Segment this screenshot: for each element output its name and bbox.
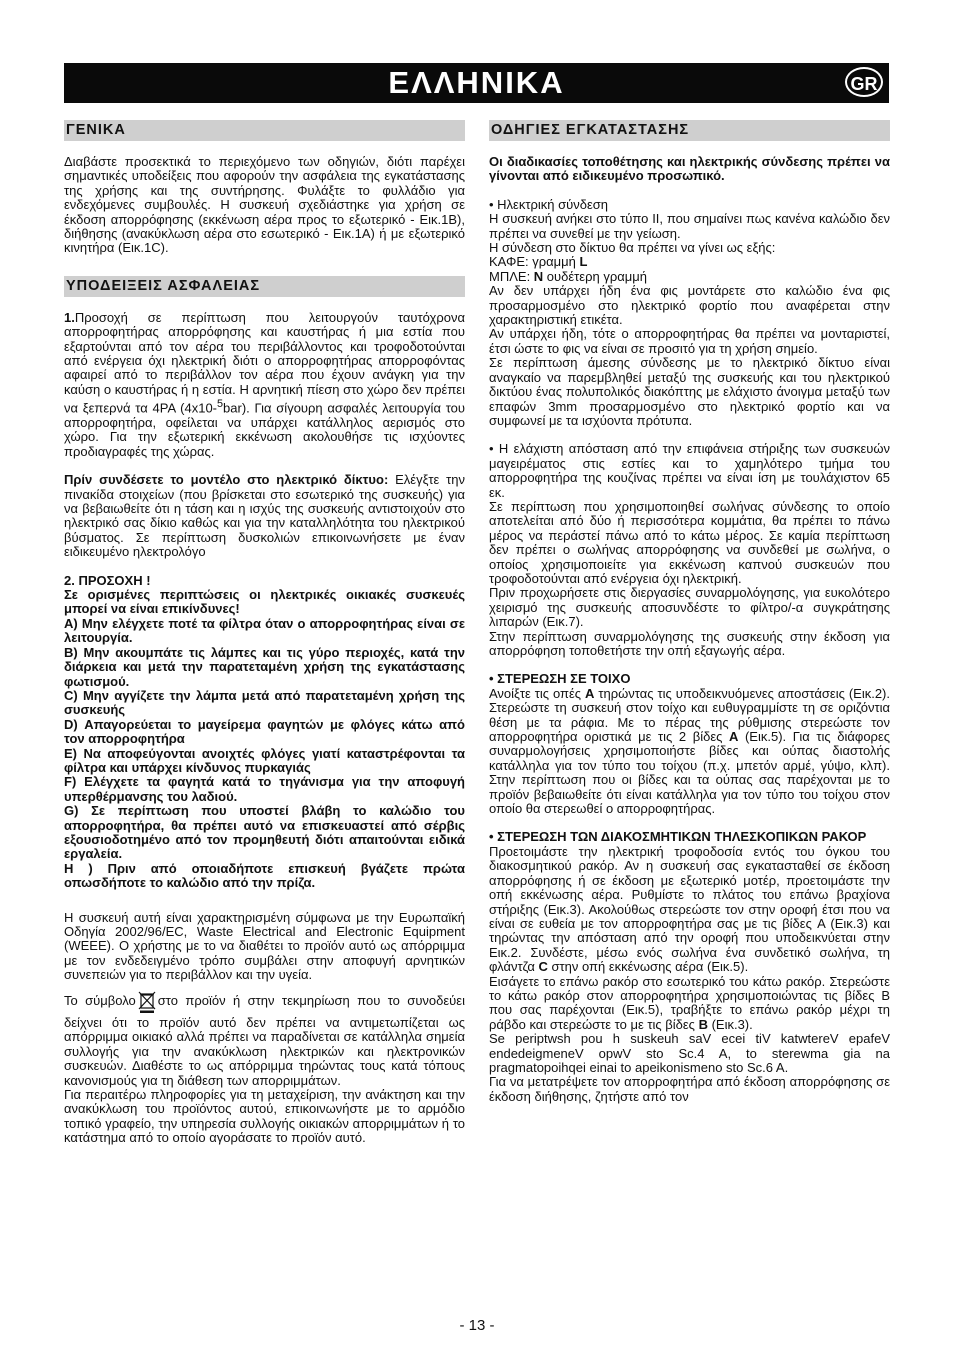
extraction-paragraph: Στην περίπτωση συναρμολόγησης της συσκευής στην έκδοση για απορρόφηση τοποθετήστε την οπή εξαγωγής αέρα. [489,628,890,658]
warning-intro: Σε ορισμένες περιπτώσεις οι ηλεκτρικές οικιακές συσκευές μπορεί να είναι επικίνδυνες! [64,587,465,617]
wire-brown: ΚΑΦΕ: γραμμή L [489,254,588,270]
left-column [64,120,465,1146]
telescopic-paragraph-2: Εισάγετε το επάνω ρακόρ στο εσωτερικό του κάτω ρακόρ. Στερεώστε το κάτω ρακόρ στον απορροφητήρα χρησιμοποιώντας τις βίδες B που σας παρέχονται (Εικ.5), τραβήξτε το επάνω ρακόρ μέχρι τη ράβδο και στερεώστε το με τις βίδες B (Εικ.3). [489,973,890,1032]
section-heading-general: ΓΕΝΙΚΑ [64,120,465,141]
warning-item-a: A) Μην ελέγχετε ποτέ τα φίλτρα όταν ο απορροφητήρας είναι σε λειτουργία. [64,615,465,646]
warning-title: 2. ΠΡΟΣΟΧΗ ! [64,572,151,588]
electrical-existing-plug: Αν υπάρχει ήδη, τότε ο απορροφητήρας θα πρέπει να μονταριστεί, έτσι ώστε το φις να είναι σε προσιτό για τη χρήση σημείο. [489,326,890,356]
right-column [489,120,890,1104]
safety-paragraph-1: 1.Προσοχή σε περίπτωση που λειτουργούν ταυτόχρονα απορροφητήρας απορρόφησης και καυστήρας ή μια εστία που εξαρτούνται από τον αέρα του περιβάλλοντος και τροφοδοτούνται από ενέργεια όχι ηλεκτρική διότι ο απορροφητήρας απορροφόντας αφαιρεί από το περιβάλλον τον αέρα που έχουν ανάγκη για την καύση ο καυστήρας ή η εστία. Η αρνητική πίεση στο χώρο δεν πρέπει να ξεπερνά τα 4PA (4x10-$^5$bar). Για σίγουρη ασφαλές λειτουργία του απορροφητήρα, οφείλεται να υπάρχει κατάλληλος αερισμός στο χώρο. Για την εξωτερική εκκένωση ακολουθήσε τις ισχύοντες προδιαγραφές της χώρας. [64,309,466,459]
electrical-title: • Ηλεκτρική σύνδεση [489,196,609,212]
page-number: - 13 - [459,1317,495,1334]
country-badge: GR [845,67,883,97]
symbol-paragraph: Το σύμβολο στο προϊόν ή στην τεκμηρίωση που το συνοδεύει δείχνει ότι το προϊόν αυτό δεν πρέπει να αντιμετωπίζεται ως απόρριμμα οικιακό αλλά πρέπει να παραδίνεται σε κατάλληλα σημεία συλλογής για την ανακύκλωση ηλεκτρικών και ηλεκτρονικών συσκευών. Διαθέστε το ως απόρριμμα τηρώντας τους κατά τόπους κανονισμούς για τη διάθεση των απορριμμάτων. [64,992,465,1088]
filter-paragraph: Πριν προχωρήσετε στις διεργασίες συναρμολόγησης, για ευκολότερο χειρισμό της συσκευής αποσυνδέστε το φίλτρο/-α συγκράτησης λιπαρών (Εικ.7). [489,585,890,630]
wall-mount-title: • ΣΤΕΡΕΩΣΗ ΣΕ ΤΟΙΧΟ [489,671,631,687]
crossed-bin-icon [138,991,156,1016]
telescopic-paragraph-1: Προετοιμάστε την ηλεκτρική τροφοδοσία εντός του όγκου του διακοσμητικού ρακόρ. Αν η συσκευή σας εγκατασταθεί σε έκδοση απορρόφησης ή σε έκδοση με εξωτερικό μοτέρ, προετοιμάστε την οπή εκκένωσης αέρα. Ρυθμίστε το πλάτος του επάνω βραχίονα στήριξης (Εικ.3). Ακολούθως στερεώστε τον στην οροφή έτσι που να είναι σε ευθεία με τον απορροφητήρα σας με τις βίδες A (Εικ.3) και τηρώντας την απόσταση από την οροφή που υποδεικνύεται στην Εικ.2. Συνδέστε, μέσω ενός σωλήνα ένα συνδετικό σωλήνα, τη φλάντζα C στην οπή εκκένωσης αέρα (Εικ.5). [489,843,890,975]
distance-paragraph: • Η ελάχιστη απόσταση από την επιφάνεια στήριξης των συσκευών μαγειρέματος στις εστίες και το χαμηλότερο τμήμα του απορροφητήρα της κουζίνας πρέπει να είναι ίση με τουλάχιστον 65 εκ. [489,441,890,500]
warning-block [64,574,465,891]
section-heading-safety: ΥΠΟΔΕΙΞΕΙΣ ΑΣΦΑΛΕΙΑΣ [64,276,465,297]
warning-item-b: B) Μην ακουμπάτε τις λάμπες και τις γύρο περιοχές, κατά την διάρκεια και μετά την παρατεταμένη χρήση της εγκατάστασης φωτισμού. [64,644,465,689]
info-paragraph: Για περαιτέρω πληροφορίες για τη μεταχείριση, την ανάκτηση και την ανακύκλωση του προϊόντος αυτού, επικοινωνήστε με το αρμόδιο τοπικό γραφείο, την υπηρεσία συλλογής οικιακών απορριμμάτων ή το κατάστημα από το οποίο αγοράσατε το προϊόν αυτό. [64,1087,465,1146]
warning-item-f: F) Ελέγχετε τα φαγητά κατά το τηγάνισμα για την αποφυγή υπερθέρμανσης του λαδιού. [64,774,465,804]
language-banner [64,63,889,103]
weee-paragraph: Η συσκευή αυτή είναι χαρακτηρισμένη σύμφωνα με την Ευρωπαϊκή Οδηγία 2002/96/EC, Waste Electrical and Electronic Equipment (WEEE). Ο χρήστης με το να διαθέτει το προϊόν αυτό ως απόρριμμα με τον ενδεδειγμένο τρόπο συμβάλει στην αποφυγή αρνητικών συνεπειών για το περιβάλλον και την υγεία. [64,909,465,983]
wall-mount-paragraph: Ανοίξτε τις οπές A τηρώντας τις υποδεικνυόμενες αποστάσεις (Εικ.2). Στερεώστε τη συσκευή στον τοίχο και ευθυγραμμίστε τη σε οριζόντια θέση με τα ράφια. Με το πέρας της ρύθμισης στερεώστε τον απορροφητήρα οριστικά με τις 2 βίδες A (Εικ.5). Για τις διάφορες συναρμολογήσεις χρησιμοποιήστε βίδες και ούπας διαστολής κατάλληλα για τον τύπο του τοίχου (π.χ. μπετόν αρμέ, γύψο, κλπ). Στην περίπτωση που οι βίδες και τα ούπας σας παρέχονται με το προϊόν βεβαιωθείτε ότι είναι κατάλληλα για τον τύπο του τοίχου στον οποίο θα στερεωθεί ο απορροφητήρας. [489,685,890,817]
electrical-direct: Σε περίπτωση άμεσης σύνδεσης με το ηλεκτρικό δίκτυο είναι αναγκαίο να παρεμβληθεί μεταξύ της συσκευής και του ηλεκτρικού δικτύου ένας πολυπολικός διακόπτης με ελάχιστο άνοιγμα μεταξύ των επαφών 3mm προσαρμοσμένο στο ηλεκτρικό φορτίο και να συμφωνεί με τα ισχύοντα πρότυπα. [489,355,890,428]
general-paragraph: Διαβάστε προσεκτικά το περιεχόμενο των οδηγιών, διότι παρέχει σημαντικές υποδείξεις που αφορούν την ασφάλεια της εγκατάστασης της χρήσης και της συντήρησης. Φυλάξτε το φυλλάδιο για ενδεχόμενες συμβουλές. Η συσκευή σχεδιάστηκε για χρήση σε έκδοση απορρόφησης (εκκένωση αέρα προς το εξωτερικό - Εικ.1B), διήθησης (ανακύκλωση αέρα στο εσωτερικό - Εικ.1A) ή με εξωτερικό κινητήρα (Εικ.1C). [64,154,465,256]
section-heading-installation: ΟΔΗΓΙΕΣ ΕΓΚΑΤΑΣΤΑΣΗΣ [489,120,890,141]
warning-item-e: E) Να αποφεύγονται ανοιχτές φλόγες γιατί καταστρέφονται τα φίλτρα και υπάρχει κίνδυνος πυρκαγιάς [64,745,465,775]
warning-item-c: C) Μην αγγίζετε την λάμπα μετά από παρατεταμένη χρήση της συσκευής [64,687,465,718]
wire-blue: ΜΠΛΕ: N ουδέτερη γραμμή [489,268,647,284]
warning-item-g: G) Σε περίπτωση που υποστεί βλάβη το καλώδιο του απορροφητήρα, θα πρέπει αυτό να επισκευαστεί από σέρβις εξουσιοδοτημένο από τον προμηθευτή διότι απαιτούνται ειδικά εργαλεία. [64,803,465,862]
telescopic-paragraph-3: Se periptwsh pou h suskeuh saV ecei tiV katwtereV epafeV endedeigmeneV opwV sto Sc.4 A, to sterewma gia na pragmatopoihqei einai to apeikonismeno sto Sc.6 A. [489,1031,890,1075]
warning-item-h: H ) Πριν από οποιαδήποτε επισκευή βγάζετε πρώτα οπωσδήποτε το καλώδιο από την πρίζα. [64,860,465,891]
electrical-network: Η σύνδεση στο δίκτυο θα πρέπει να γίνει ως εξής: [489,240,776,256]
telescopic-paragraph-4: Για να μετατρέψετε τον απορροφητήρα από έκδοση απορρόφησης σε έκδοση διήθησης, ζητήστε από τον [489,1074,890,1104]
warning-item-d: D) Απαγορεύεται το μαγείρεμα φαγητών με φλόγες κάτω από τον απορροφητήρα [64,716,465,747]
language-title: ΕΛΛΗΝΙΚΑ [388,65,565,100]
telescopic-title: • ΣΤΕΡΕΩΣΗ ΤΩΝ ΔΙΑΚΟΣΜΗΤΙΚΩΝ ΤΗΛΕΣΚΟΠΙΚΩΝ ΡΑΚΟΡ [489,829,867,845]
safety-paragraph-2: Πρίν συνδέσετε το μοντέλο στο ηλεκτρικό δίκτυο: Ελέγξτε την πινακίδα στοιχείων (που βρίσκεται στο εσωτερικό της συσκευής) για να βεβαιωθείτε ότι η τάση και η ισχύς της συσκευής αντιστοιχούν στο ηλεκτρικό σας δίκιο καθώς και για την καταλληλότητα του ηλεκτρικού βύσματος. Σε περίπτωση δυσκολιών επικοινωνήσετε με έναν ειδικευμένο ηλεκτρολόγο [64,472,466,560]
electrical-plug: Αν δεν υπάρχει ήδη ένα φις μοντάρετε στο καλώδιο ένα φις προσαρμοσμένο στο ηλεκτρικό φορτίο που αναφέρεται στην χαρακτηριστική ετικέτα. [489,283,890,328]
electrical-type: Η συσκευή ανήκει στο τύπο II, που σημαίνει πως κανένα καλώδιο δεν πρέπει να συνεθεί με την γείωση. [489,211,890,241]
installation-intro: Οι διαδικασίες τοποθέτησης και ηλεκτρικής σύνδεσης πρέπει να γίνονται από ειδικευμένο προσωπικό. [489,154,890,184]
duct-paragraph: Σε περίπτωση που χρησιμοποιηθεί σωλήνας σύνδεσης το οποίο αποτελείται από δύο ή περισσότερα κομμάτια, θα πρέπει το πάνω μέρος να περάστεί πάνω από το κάτω μέρος. Σε καμία περίπτωση δεν πρέπει ο σωλήνας απορρόφησης να συνδεθεί με σωλήνα, ο οποίος χρησιμοποιείτε για εκκένωση καπνού συσκευών που τροφοδοτούνται από ενέργεια όχι ηλεκτρική. [489,498,890,586]
